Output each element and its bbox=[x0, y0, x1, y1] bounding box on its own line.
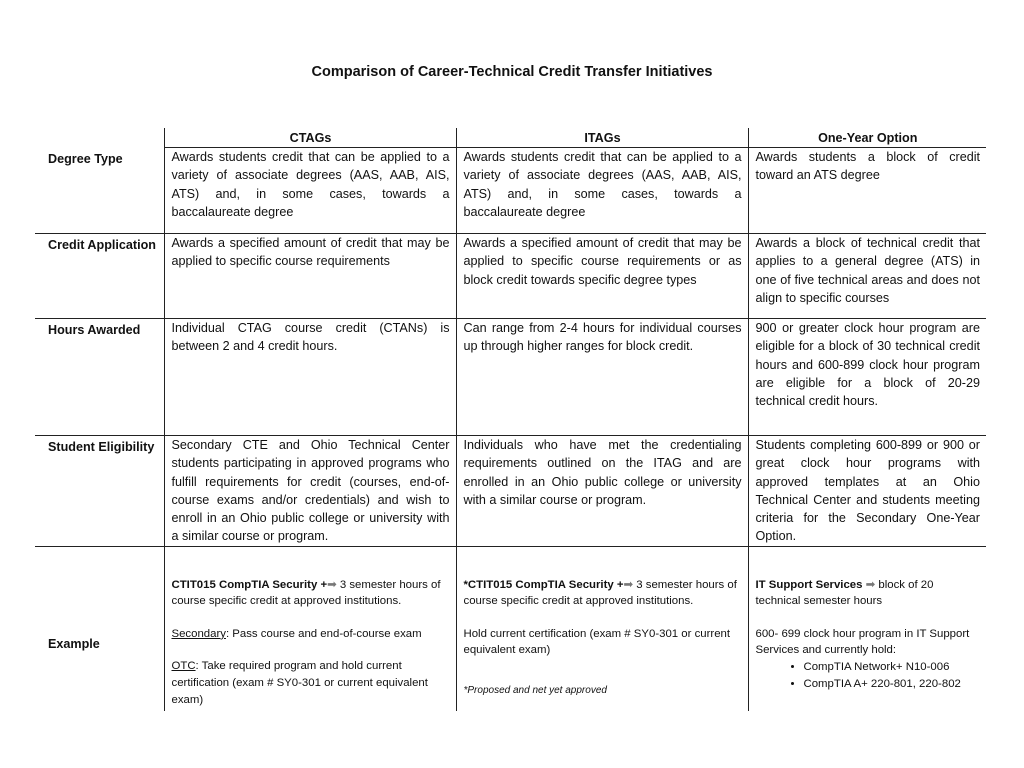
page-title: Comparison of Career-Technical Credit Transfer Initiatives bbox=[311, 64, 713, 80]
certification-list bbox=[756, 659, 981, 692]
oyo-course-title: IT Support Services bbox=[755, 578, 863, 591]
row-label-example: Example bbox=[48, 637, 100, 652]
itags-course-title: *CTIT015 CompTIA Security + bbox=[463, 578, 624, 591]
table-cell: Awards students credit that can be applied to a variety of associate degrees (AAS, AAB, AIS, ATS) and, in some cases, towards a baccalaureate degree bbox=[164, 148, 456, 234]
table-cell: Awards a specified amount of credit that may be applied to specific course requirements bbox=[164, 234, 456, 319]
spacer-row bbox=[35, 547, 986, 577]
column-header-ctags: CTAGs bbox=[164, 128, 456, 148]
table-cell: Secondary CTE and Ohio Technical Center students participating in approved programs who fulfill requirements for credit (courses, end-of-course exams and/or credentials) and wish to enroll in an Ohio public college or university with a similar course or program. bbox=[164, 436, 456, 547]
table-cell: Awards students a block of credit toward an ATS degree bbox=[748, 148, 986, 234]
column-header-itags: ITAGs bbox=[456, 128, 748, 148]
row-label-hours-awarded: Hours Awarded bbox=[35, 319, 164, 436]
table-row bbox=[35, 234, 986, 319]
example-cell-one-year-option bbox=[748, 577, 986, 711]
table-row bbox=[35, 319, 986, 436]
table-cell: Awards students credit that can be applied to a variety of associate degrees (AAS, AAB, AIS, ATS) and, in some cases, towards a baccalaureate degree bbox=[456, 148, 748, 234]
arrow-right-icon: ➡ bbox=[327, 578, 337, 591]
example-row bbox=[35, 577, 986, 711]
oyo-program-text: 600- 699 clock hour program in IT Support Services and currently hold: bbox=[755, 627, 970, 657]
itags-course-text: 3 semester hours of course specific credit at approved institutions. bbox=[463, 578, 737, 608]
table-cell: Individual CTAG course credit (CTANs) is between 2 and 4 credit hours. bbox=[164, 319, 456, 436]
otc-label: OTC bbox=[171, 660, 196, 673]
itags-note: *Proposed and net yet approved bbox=[463, 685, 607, 697]
table-row bbox=[35, 148, 986, 234]
list-item: • CompTIA A+ 220-801, 220-802 bbox=[804, 676, 981, 693]
example-cell-ctags bbox=[164, 577, 456, 711]
row-label-degree-type: Degree Type bbox=[35, 148, 164, 234]
example-cell-itags bbox=[456, 577, 748, 711]
itags-hold-text: Hold current certification (exam # SY0-301 or current equivalent exam) bbox=[463, 627, 731, 657]
table-cell: Students completing 600-899 or 900 or great clock hour programs with approved templates at an Ohio Technical Center and students meeting criteria for the Secondary One-Year Option. bbox=[748, 436, 986, 547]
table-cell: Awards a specified amount of credit that may be applied to specific course requirements or as block credit towards specific degree types bbox=[456, 234, 748, 319]
ctags-course-text: 3 semester hours of course specific credit at approved institutions. bbox=[171, 578, 441, 608]
comparison-table bbox=[35, 128, 986, 711]
arrow-right-icon: ➡ bbox=[865, 578, 876, 591]
table-row bbox=[35, 436, 986, 547]
table-cell: Can range from 2-4 hours for individual courses up through higher ranges for block credit. bbox=[456, 319, 748, 436]
oyo-course-text: block of 20 technical semester hours bbox=[755, 578, 934, 608]
column-header-one-year-option: One-Year Option bbox=[748, 128, 986, 148]
arrow-right-icon: ➡ bbox=[623, 578, 634, 591]
ctags-course-title: CTIT015 CompTIA Security + bbox=[171, 578, 328, 591]
table-cell: 900 or greater clock hour program are eligible for a block of 30 technical credit hours and 600-899 clock hour program are eligible for a block of 20-29 technical credit hours. bbox=[748, 319, 986, 436]
row-label-credit-application: Credit Application bbox=[35, 234, 164, 319]
header-blank bbox=[35, 128, 164, 148]
table-cell: Individuals who have met the credentialing requirements outlined on the ITAG and are enrolled in an Ohio public college or university with a similar course or program. bbox=[456, 436, 748, 547]
secondary-text: : Pass course and end-of-course exam bbox=[225, 627, 422, 640]
header-row bbox=[35, 128, 986, 148]
list-item: • CompTIA Network+ N10-006 bbox=[804, 659, 981, 676]
row-label-student-eligibility: Student Eligibility bbox=[35, 436, 164, 547]
otc-text: : Take required program and hold current certification (exam # SY0-301 or current equivalent exam) bbox=[171, 660, 428, 706]
secondary-label: Secondary bbox=[171, 627, 226, 640]
table-cell: Awards a block of technical credit that applies to a general degree (ATS) in one of five technical areas and does not align to specific courses bbox=[748, 234, 986, 319]
